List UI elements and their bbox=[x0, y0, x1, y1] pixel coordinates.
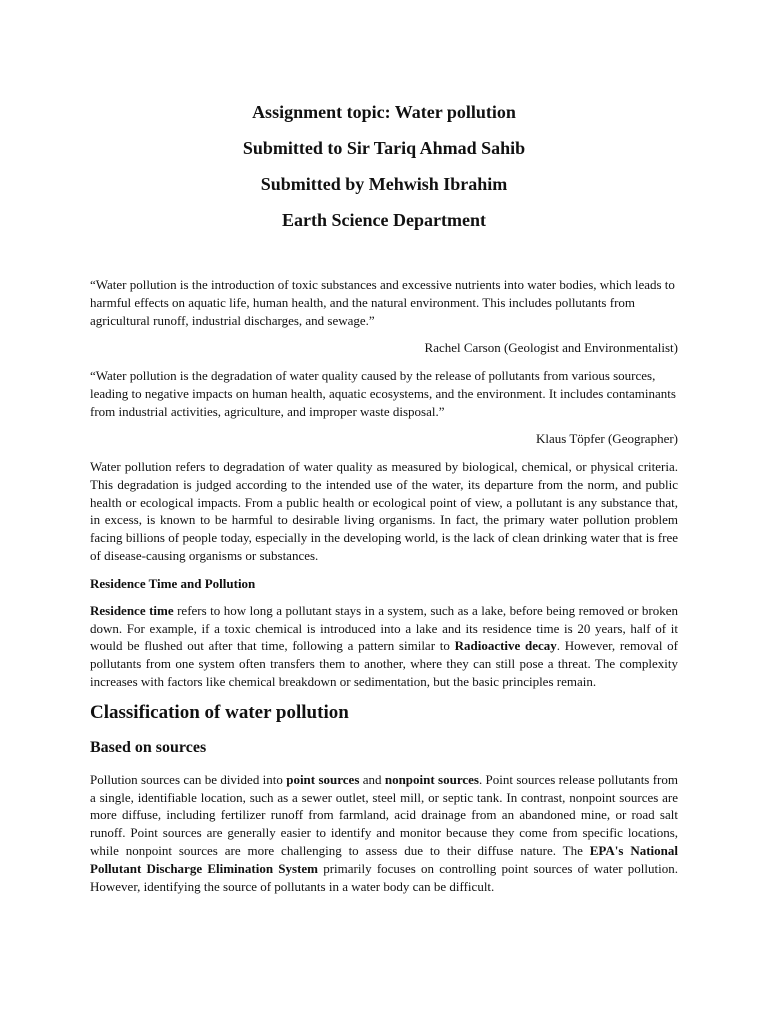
residence-paragraph bbox=[90, 602, 678, 691]
radioactive-decay-term: Radioactive decay bbox=[454, 638, 557, 654]
sources-text-4: primarily focuses on controlling point sources of water pollution. However, identifying the source of pollutants in a water body can be difficult. bbox=[90, 860, 678, 894]
sources-text-1: Pollution sources can be divided into bbox=[90, 771, 287, 787]
residence-text-1: refers to how long a pollutant stays in a system, such as a lake, before being removed or broken down. For example, if a toxic chemical is introduced into a lake and its residence time is 20 years, half of it would be flushed out after that time, following a pattern similar to bbox=[90, 602, 679, 654]
title-block bbox=[90, 0, 678, 238]
quote-topfer bbox=[90, 367, 678, 448]
definition-paragraph: Water pollution refers to degradation of water quality as measured by biological, chemical, or physical criteria. This degradation is judged according to the intended use of the water, its departure from the norm, and public health or ecological impacts. From a public health or ecological point of view, a pollutant is any substance that, in excess, is known to be harmful to desirable living organisms. In fact, the primary water pollution problem facing billions of people today, especially in the developing world, is the lack of clean drinking water that is free of disease-causing organisms or substances. bbox=[90, 459, 678, 563]
quote-attribution: Klaus Töpfer (Geographer) bbox=[536, 431, 678, 446]
point-sources-term: point sources bbox=[286, 771, 360, 787]
quote-text: “Water pollution is the degradation of water quality caused by the release of pollutants from various sources, leading to negative impacts on human health, aquatic ecosystems, and the environment. It includes contaminants from industrial activities, agriculture, and improper waste disposal.” bbox=[90, 368, 676, 419]
submitted-to-line: Submitted to Sir Tariq Ahmad Sahib bbox=[242, 138, 526, 158]
sources-paragraph bbox=[90, 771, 678, 896]
quote-attribution: Rachel Carson (Geologist and Environmentalist) bbox=[424, 340, 678, 355]
residence-term: Residence time bbox=[90, 602, 174, 618]
assignment-topic-title: Assignment topic: Water pollution bbox=[252, 102, 516, 122]
department-line: Earth Science Department bbox=[282, 210, 486, 230]
quote-carson bbox=[90, 276, 678, 357]
residence-text-2: . However, removal of pollutants from one system often transfers them to another, where they can still pose a threat. The complexity increases with factors like chemical breakdown or sedimentation, but the basic principles remain. bbox=[90, 638, 679, 689]
submitted-by-line: Submitted by Mehwish Ibrahim bbox=[260, 174, 508, 194]
sources-text-2: and bbox=[359, 771, 385, 787]
quote-text: “Water pollution is the introduction of toxic substances and excessive nutrients into water bodies, which leads to harmful effects on aquatic life, human health, and the natural environment. This includes pollutants from agricultural runoff, industrial discharges, and sewage.” bbox=[90, 277, 675, 328]
nonpoint-sources-term: nonpoint sources bbox=[384, 771, 479, 787]
epa-system-term: EPA's National Pollutant Discharge Elimination System bbox=[90, 842, 678, 876]
classification-heading: Classification of water pollution bbox=[90, 701, 349, 723]
sources-text-3: . Point sources release pollutants from a single, identifiable location, such as a sewer outlet, steel mill, or septic tank. In contrast, nonpoint sources are more diffuse, including fertilizer runoff from farmland, acid drainage from an abandoned mine, or road salt runoff. Point sources are generally easier to identify and monitor because they come from specific locations, while nonpoint sources are more challenging to assess due to their diffuse nature. The bbox=[90, 771, 678, 858]
residence-heading: Residence Time and Pollution bbox=[90, 575, 256, 591]
based-on-sources-heading: Based on sources bbox=[90, 738, 207, 756]
